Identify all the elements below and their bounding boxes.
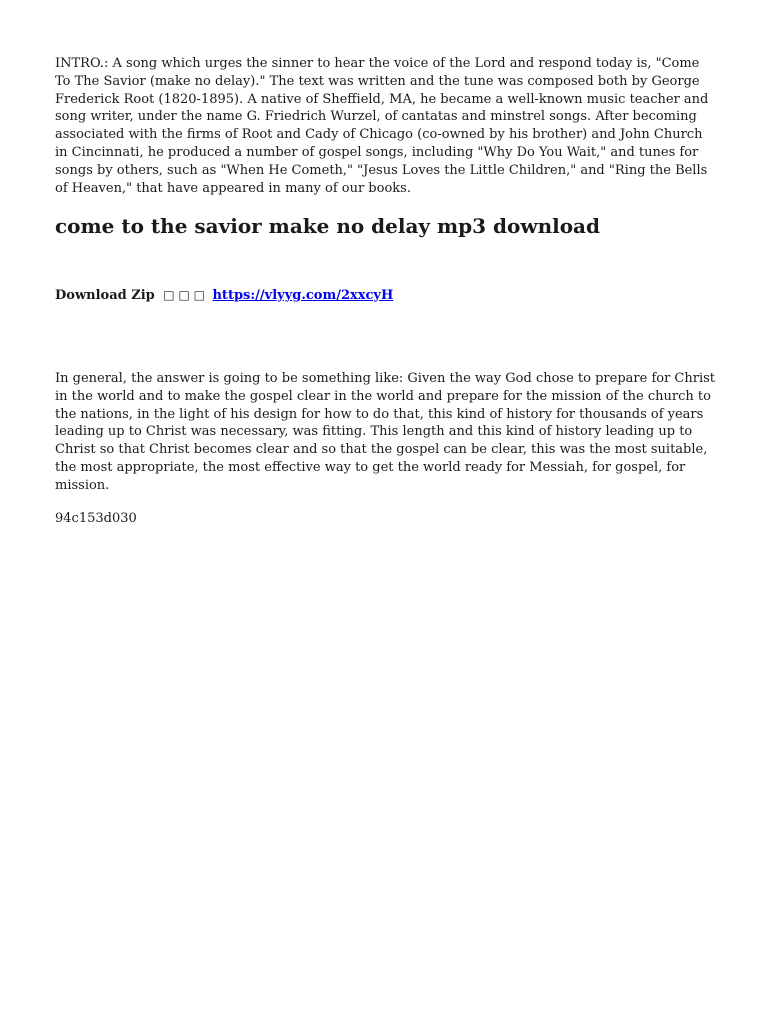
body-paragraph: In general, the answer is going to be something like: Given the way God chose to prepare for Christ in the world and to make the gospel clear in the world and prepare for the mission of the church to the nations, in the light of his design for how to do that, this kind of history for thousands of years leading up to Christ was necessary, was fitting. This length and this kind of history leading up to Christ so that Christ becomes clear and so that the gospel can be clear, this was the most suitable, the most appropriate, the most effective way to get the world ready for Messiah, for gospel, for mission. <box>55 371 716 493</box>
intro-paragraph: INTRO.: A song which urges the sinner to hear the voice of the Lord and respond today is, "Come To The Savior (make no delay)." The text was written and the tune was composed both by George Frederick Root (1820-1895). A native of Sheffield, MA, he became a well-known music teacher and song writer, under the name G. Friedrich Wurzel, of cantatas and minstrel songs. After becoming associated with the firms of Root and Cady of Chicago (co-owned by his brother) and John Church in Cincinnati, he produced a number of gospel songs, including "Why Do You Wait," and tunes for songs by others, such as "When He Cometh," "Jesus Loves the Little Children," and "Ring the Bells of Heaven," that have appeared in many of our books. <box>55 56 709 196</box>
footer-code: 94c153d030 <box>55 511 137 526</box>
download-label: Download Zip <box>55 288 155 303</box>
document-page <box>55 55 717 526</box>
download-link[interactable]: https://vlyyg.com/2xxcyH <box>212 288 394 303</box>
missing-glyph-icons: □ □ □ <box>163 288 205 302</box>
download-line <box>55 287 393 304</box>
page-title: come to the savior make no delay mp3 download <box>55 214 600 238</box>
